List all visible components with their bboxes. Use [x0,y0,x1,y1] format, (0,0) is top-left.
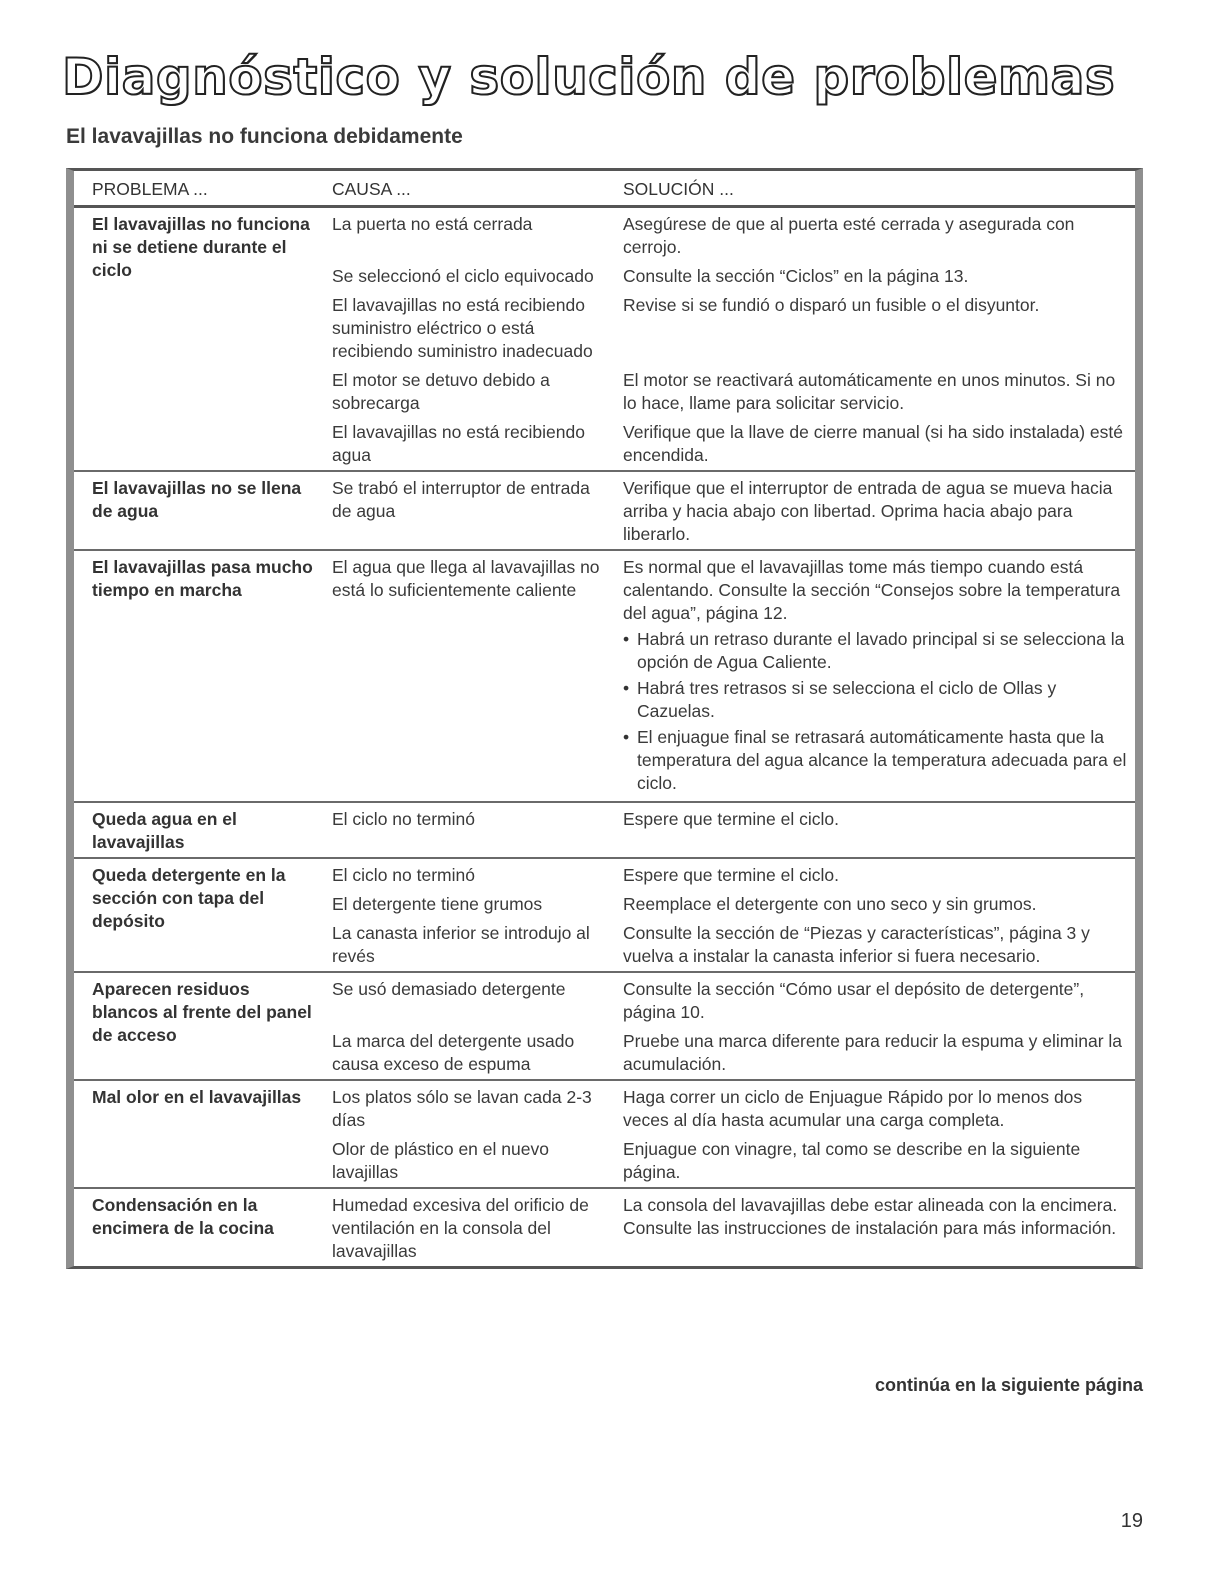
cause-solution-pair [328,893,1135,916]
solution-bullet: • El enjuague final se retrasará automáticamente hasta que la temperatura del agua alcance la temperatura adecuada para el ciclo. [623,726,1129,795]
solution-cell [623,808,1135,831]
solution-text: El motor se reactivará automáticamente en unos minutos. Si no lo hace, llame para solicitar servicio. [623,370,1116,413]
solution-cell [623,421,1135,467]
cause-cell: La canasta inferior se introdujo al revés [332,923,590,966]
cause-cell: Olor de plástico en el nuevo lavajillas [332,1139,549,1182]
page-number: 19 [1120,1510,1143,1532]
cause-cell: El ciclo no terminó [332,809,475,829]
cause-cell: Humedad excesiva del orificio de ventilación en la consola del lavavajillas [332,1195,589,1261]
table-row [74,208,1135,472]
solution-text: La consola del lavavajillas debe estar alineada con la encimera. Consulte las instrucciones de instalación para más información. [623,1195,1118,1238]
cause-solution-group [328,1194,1135,1263]
solution-text: Asegúrese de que al puerta esté cerrada y asegurada con cerrojo. [623,214,1075,257]
solution-bullet: • Habrá tres retrasos si se selecciona el ciclo de Ollas y Cazuelas. [623,677,1129,723]
solution-cell [623,477,1135,546]
cause-solution-group [328,978,1135,1076]
cause-solution-group [328,808,1135,854]
cause-cell: Se usó demasiado detergente [332,979,566,999]
cause-solution-pair [328,978,1135,1024]
cause-cell: Los platos sólo se lavan cada 2-3 días [332,1087,592,1130]
cause-solution-pair [328,265,1135,288]
problem-cell: El lavavajillas no funciona ni se detiene durante el ciclo [92,214,310,280]
solution-cell [623,922,1135,968]
solution-cell [623,1194,1135,1263]
cause-solution-pair [328,922,1135,968]
cause-solution-group [328,1086,1135,1184]
cause-solution-pair [328,1030,1135,1076]
solution-text: Reemplace el detergente con uno seco y sin grumos. [623,894,1037,914]
cause-cell: La puerta no está cerrada [332,214,533,234]
solution-text: Espere que termine el ciclo. [623,865,839,885]
solution-cell [623,978,1135,1024]
header-solution: SOLUCIÓN ... [623,179,734,199]
cause-solution-pair [328,1194,1135,1263]
cause-solution-group [328,556,1135,798]
cause-solution-pair [328,369,1135,415]
continued-note: continúa en la siguiente página [874,1375,1143,1395]
cause-cell: El ciclo no terminó [332,865,475,885]
solution-bullet-list [623,628,1129,795]
solution-cell [623,213,1135,259]
cause-solution-pair [328,1138,1135,1184]
solution-cell [623,1138,1135,1184]
problem-cell: Mal olor en el lavavajillas [92,1087,302,1107]
problem-cell: Queda detergente en la sección con tapa del depósito [92,865,286,931]
cause-solution-group [328,477,1135,546]
solution-cell [623,369,1135,415]
table-row [74,973,1135,1081]
solution-text: Consulte la sección de “Piezas y características”, página 3 y vuelva a instalar la canasta inferior si fuera necesario. [623,923,1090,966]
solution-bullet: • Habrá un retraso durante el lavado principal si se selecciona la opción de Agua Caliente. [623,628,1129,674]
table-body [74,208,1135,1266]
cause-solution-pair [328,1086,1135,1132]
problem-cell: Aparecen residuos blancos al frente del panel de acceso [92,979,312,1045]
table-row [74,1189,1135,1266]
table-row [74,859,1135,973]
solution-text: Revise si se fundió o disparó un fusible o el disyuntor. [623,295,1040,315]
solution-text: Verifique que el interruptor de entrada de agua se mueva hacia arriba y hacia abajo con libertad. Oprima hacia abajo para liberarlo. [623,478,1113,544]
solution-cell [623,1030,1135,1076]
cause-cell: El motor se detuvo debido a sobrecarga [332,370,550,413]
header-cause: CAUSA ... [332,179,411,199]
cause-cell: El agua que llega al lavavajillas no está lo suficientemente caliente [332,557,600,600]
solution-cell [623,556,1135,798]
problem-cell: Queda agua en el lavavajillas [92,809,237,852]
cause-solution-pair [328,421,1135,467]
table-row [74,472,1135,551]
problem-cell: El lavavajillas no se llena de agua [92,478,302,521]
section-subtitle: El lavavajillas no funciona debidamente [66,125,463,148]
cause-solution-pair [328,477,1135,546]
cause-cell: El lavavajillas no está recibiendo suministro eléctrico o está recibiendo suministro inadecuado [332,295,593,361]
cause-solution-pair [328,556,1135,798]
table-header [74,171,1135,208]
cause-cell: Se seleccionó el ciclo equivocado [332,266,594,286]
table-row [74,551,1135,803]
cause-cell: El detergente tiene grumos [332,894,543,914]
solution-text: Haga correr un ciclo de Enjuague Rápido por lo menos dos veces al día hasta acumular una carga completa. [623,1087,1083,1130]
solution-cell [623,294,1135,363]
solution-cell [623,265,1135,288]
solution-cell [623,893,1135,916]
solution-text: Consulte la sección “Ciclos” en la página 13. [623,266,969,286]
cause-solution-pair [328,213,1135,259]
cause-solution-pair [328,294,1135,363]
solution-text: Consulte la sección “Cómo usar el depósito de detergente”, página 10. [623,979,1085,1022]
cause-solution-pair [328,864,1135,887]
solution-text: Verifique que la llave de cierre manual (si ha sido instalada) esté encendida. [623,422,1124,465]
problem-cell: El lavavajillas pasa mucho tiempo en marcha [92,557,313,600]
cause-cell: La marca del detergente usado causa exceso de espuma [332,1031,575,1074]
solution-cell [623,1086,1135,1132]
cause-solution-group [328,864,1135,968]
cause-cell: Se trabó el interruptor de entrada de agua [332,478,590,521]
troubleshooting-table [66,168,1143,1269]
page-title: Diagnóstico y solución de problemas [62,48,1116,106]
solution-text: Es normal que el lavavajillas tome más tiempo cuando está calentando. Consulte la sección “Consejos sobre la temperatura del agua”, página 12. [623,557,1121,623]
table-row [74,1081,1135,1189]
solution-text: Espere que termine el ciclo. [623,809,839,829]
solution-text: Pruebe una marca diferente para reducir la espuma y eliminar la acumulación. [623,1031,1123,1074]
cause-cell: El lavavajillas no está recibiendo agua [332,422,585,465]
problem-cell: Condensación en la encimera de la cocina [92,1195,274,1238]
cause-solution-pair [328,808,1135,831]
solution-cell [623,864,1135,887]
cause-solution-group [328,213,1135,467]
table-row [74,803,1135,859]
solution-text: Enjuague con vinagre, tal como se describe en la siguiente página. [623,1139,1081,1182]
header-problem: PROBLEMA ... [92,179,208,199]
